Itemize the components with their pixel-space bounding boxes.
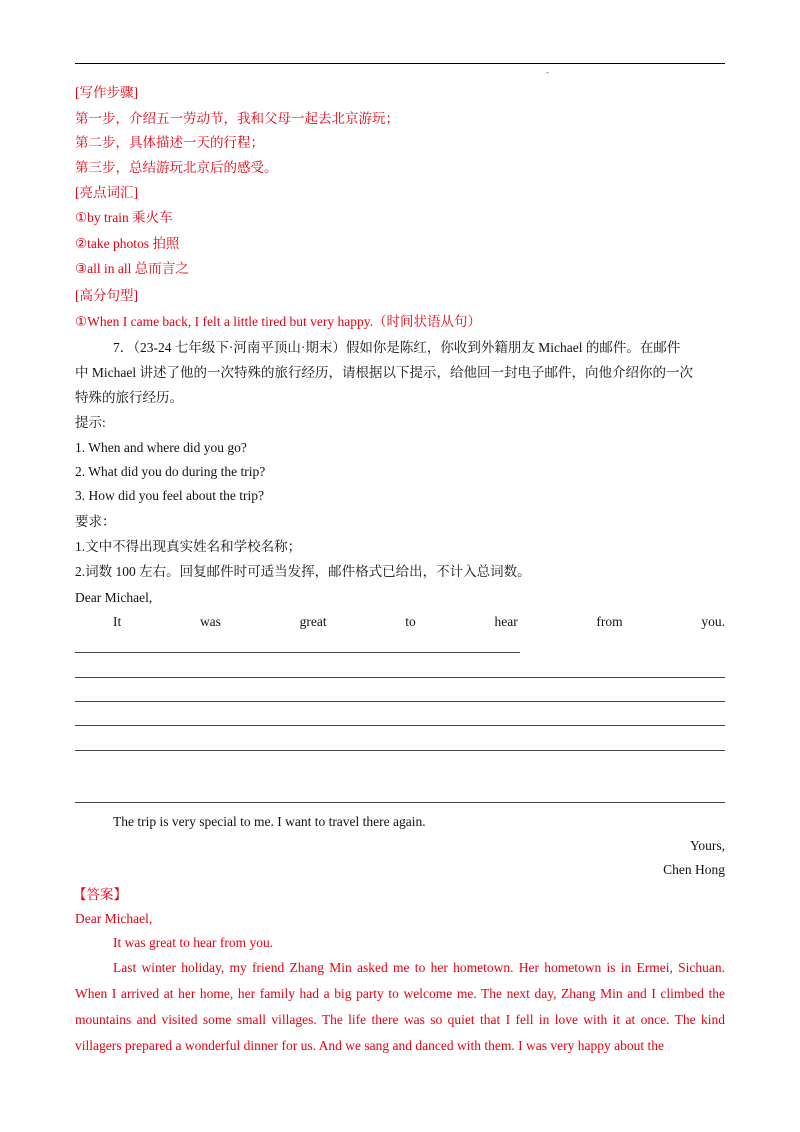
requirement-item: 1.文中不得出现真实姓名和学校名称； (75, 539, 302, 554)
sentences-title: [高分句型] (75, 288, 138, 303)
steps-title: [写作步骤] (75, 85, 138, 100)
question-text: 7．（23-24 七年级下·河南平顶山·期末）假如你是陈红，你收到外籍朋友 Michael 的邮件。在邮件 (113, 340, 681, 355)
vocab-item: ②take photos 拍照 (75, 236, 180, 251)
question-text: 特殊的旅行经历。 (75, 390, 183, 405)
writing-line (75, 652, 520, 653)
vocab-item: ①by train 乘火车 (75, 210, 173, 225)
letter-name: Chen Hong (663, 862, 725, 877)
vocab-title: [亮点词汇] (75, 185, 138, 200)
hint-item: 2. What did you do during the trip? (75, 464, 266, 479)
step-2: 第二步，具体描述一天的行程； (75, 135, 264, 150)
hint-item: 3. How did you feel about the trip? (75, 488, 264, 503)
letter-signoff: Yours, (689, 838, 725, 853)
hint-item: 1. When and where did you go? (75, 440, 247, 455)
header-mark: - (546, 67, 549, 77)
hint-title: 提示: (75, 415, 106, 430)
opening-word: great (299, 614, 327, 629)
opening-word: to (405, 614, 416, 629)
answer-paragraph (75, 955, 725, 1059)
writing-line (75, 701, 725, 702)
writing-line (75, 725, 725, 726)
opening-word: hear (494, 614, 518, 629)
letter-closing: The trip is very special to me. I want to travel there again. (113, 814, 426, 829)
letter-greeting: Dear Michael, (75, 590, 153, 605)
vocab-item: ③all in all 总而言之 (75, 261, 189, 276)
step-1: 第一步，介绍五一劳动节，我和父母一起去北京游玩； (75, 111, 399, 126)
opening-word: was (199, 614, 221, 629)
question-text: 中 Michael 讲述了他的一次特殊的旅行经历，请根据以下提示，给他回一封电子邮件，向他介绍你的一次 (75, 365, 693, 380)
opening-word: It (113, 614, 122, 629)
answer-label: 【答案】 (73, 887, 127, 902)
letter-opening-line (113, 613, 725, 631)
answer-paragraph-text: Last winter holiday, my friend Zhang Min asked me to her hometown. Her hometown is in Ermei, Sichuan. When I arrived at her home, her family had a big party to welcome me. The next day, Zhang Min and I climbed the mountains and visited some small villages. The life there was so quiet that I fell in love with it at once. The kind villagers prepared a wonderful dinner for us. And we sang and danced with them. I was very happy about the (75, 960, 725, 1053)
requirement-title: 要求： (75, 514, 116, 529)
writing-line (75, 677, 725, 678)
writing-line (75, 802, 725, 803)
answer-greeting: Dear Michael, (75, 911, 153, 926)
step-3: 第三步，总结游玩北京后的感受。 (75, 160, 278, 175)
opening-word: from (596, 614, 623, 629)
opening-word: you. (701, 614, 725, 629)
requirement-item: 2.词数 100 左右。回复邮件时可适当发挥，邮件格式已给出，不计入总词数。 (75, 564, 531, 579)
writing-line (75, 750, 725, 751)
header-rule (75, 63, 725, 64)
answer-line: It was great to hear from you. (113, 935, 274, 950)
sentence-item: ①When I came back, I felt a little tired but very happy.（时间状语从句） (75, 314, 481, 329)
